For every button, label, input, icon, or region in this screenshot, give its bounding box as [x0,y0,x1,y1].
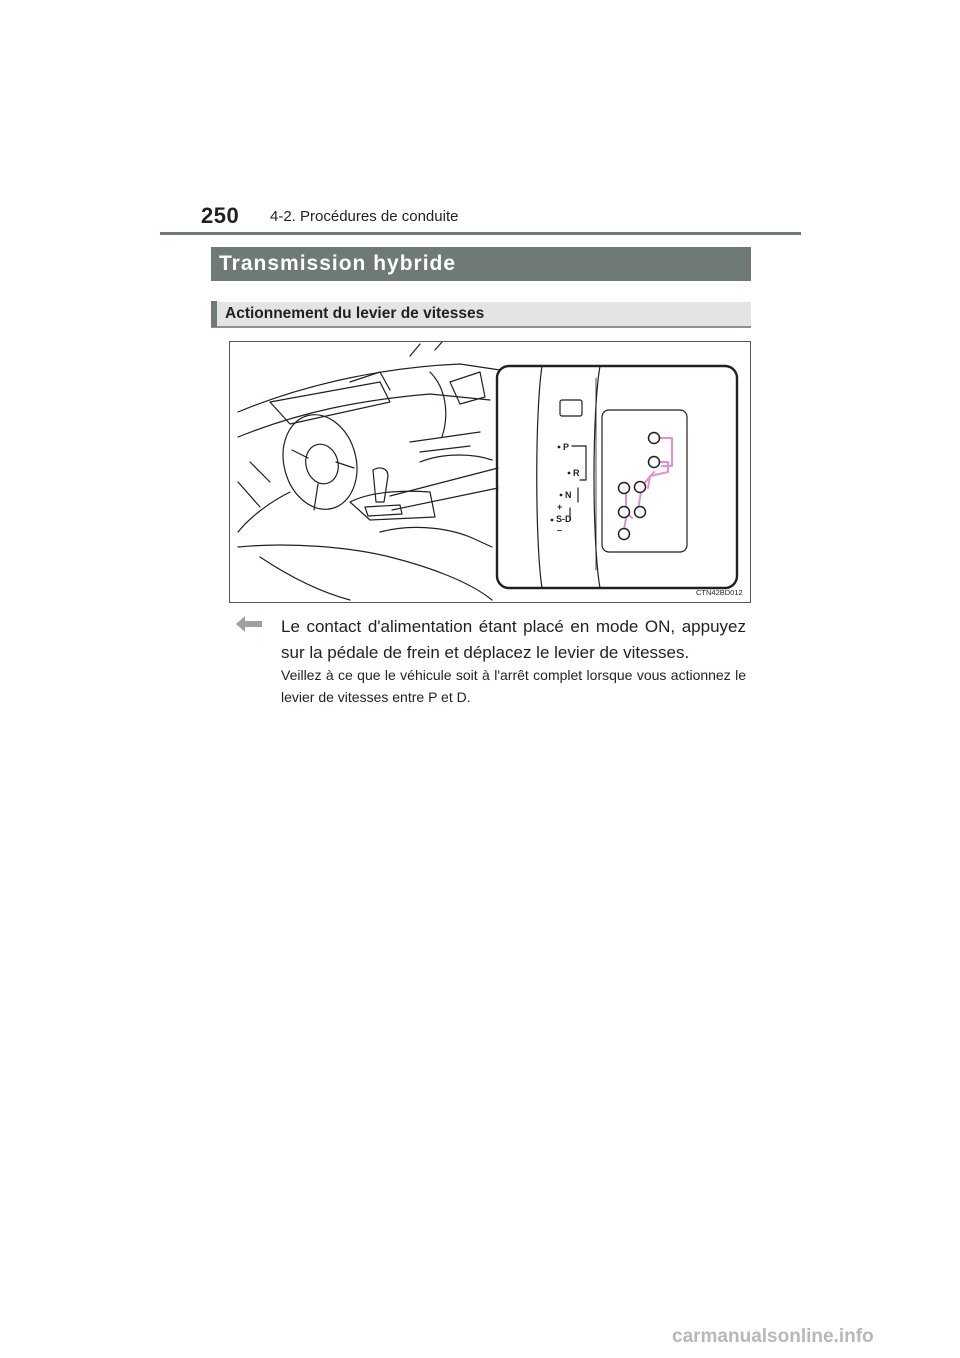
running-header: 4-2. Procédures de conduite [270,208,459,225]
gear-label-p: P [563,442,570,452]
header-divider [160,232,801,235]
gear-label-n: N [565,490,572,500]
arrow-left-icon [236,616,262,632]
note-text: Veillez à ce que le véhicule soit à l'arrêt complet lorsque vous actionnez le levier de vitesses entre P et D. [281,667,746,705]
subsection-bar [211,302,751,328]
section-banner [211,247,751,281]
gear-label-sd: S-D [556,514,572,524]
subsection-marker [211,301,217,327]
shift-lever-illustration [229,341,751,603]
page-number: 250 [201,203,240,228]
watermark: carmanualsonline.info [672,1326,874,1347]
instruction-text: Le contact d'alimentation étant placé en mode ON, appuyez sur la pédale de frein et déplacez le levier de vitesses. [281,617,746,662]
subsection-title: Actionnement du levier de vitesses [225,305,485,322]
gear-label-minus: – [557,525,563,535]
cabin-line-drawing [230,342,750,602]
section-title: Transmission hybride [219,252,457,275]
gear-label-plus: + [557,502,563,512]
figure-code: CTN42BD012 [696,588,743,597]
gear-label-r: R [573,468,580,478]
